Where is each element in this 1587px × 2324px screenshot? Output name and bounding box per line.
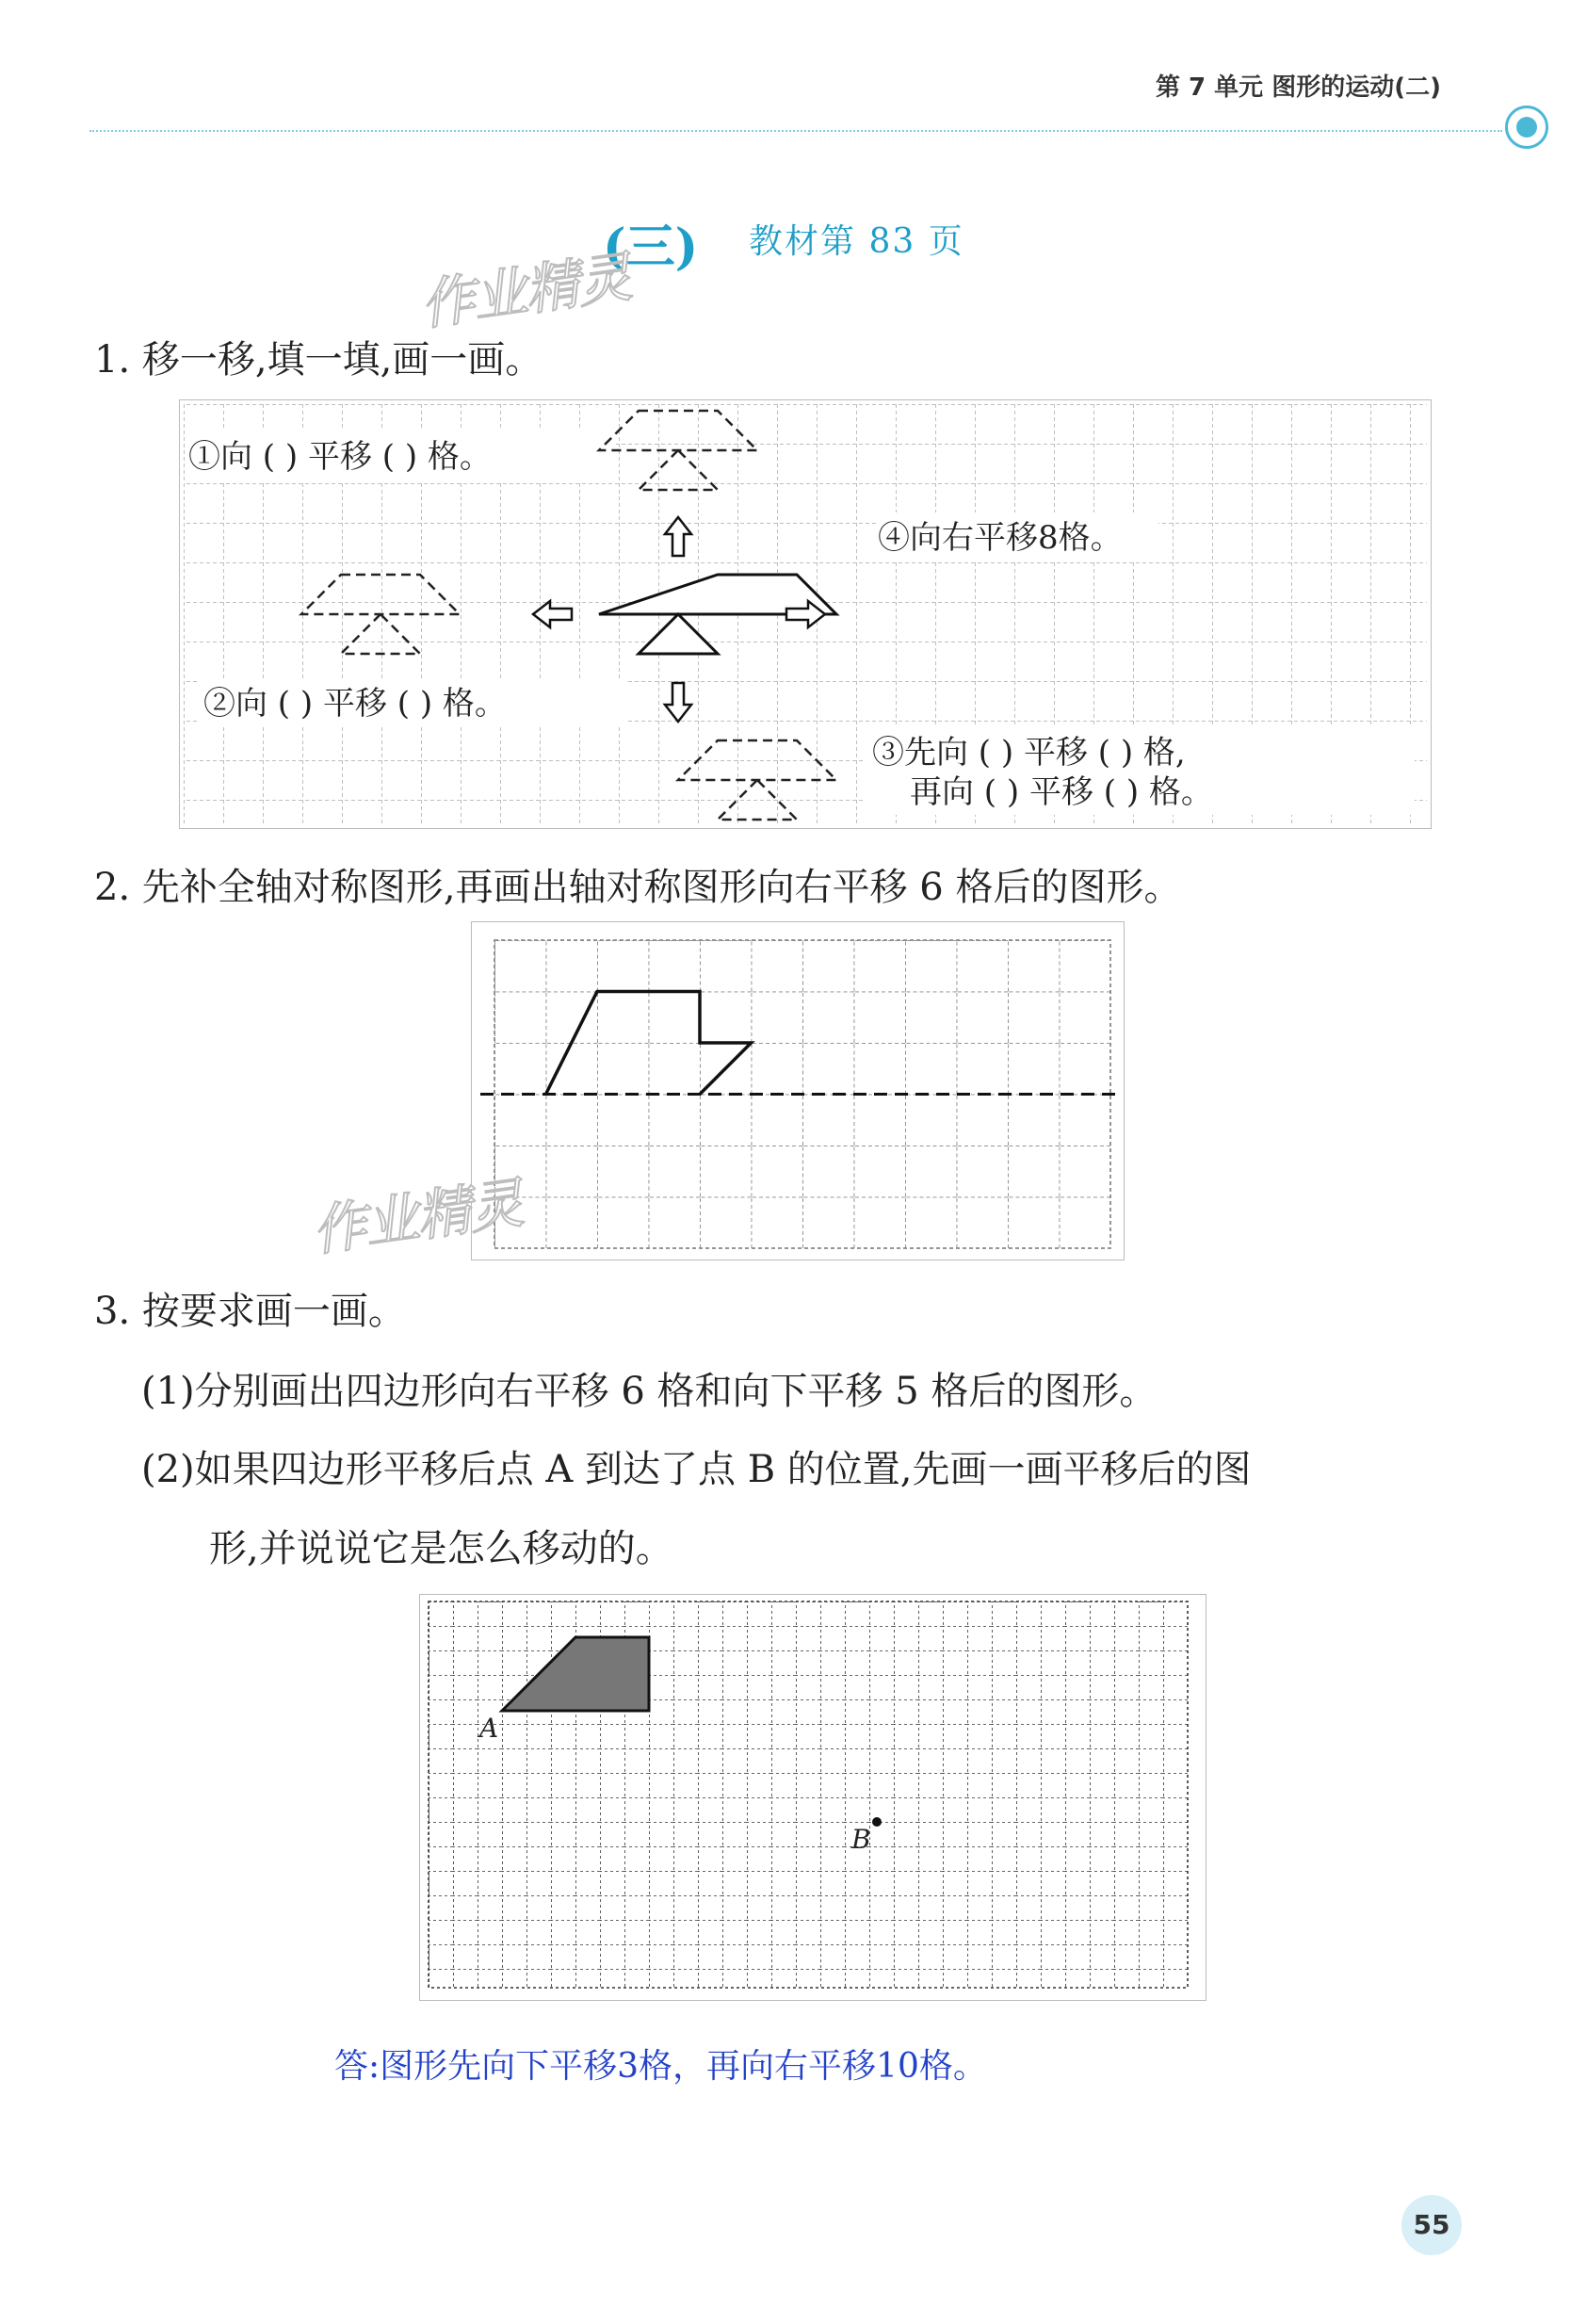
question-3-part-2b: 形,并说说它是怎么移动的。 (209, 1527, 673, 1570)
section-reference: 教材第 83 页 (749, 222, 964, 261)
watermark-middle: 作业精灵 (308, 1170, 526, 1264)
label-3a: ③先向 ( ) 平移 ( ) 格, (872, 734, 1186, 772)
section-number: (三) (603, 219, 699, 276)
watermark-top: 作业精灵 (416, 244, 635, 338)
q3-grid-figure (419, 1594, 1206, 2001)
label-4: ④向右平移8格。 (878, 519, 1123, 557)
question-1: 1. 移一移,填一填,画一画。 (94, 338, 543, 382)
unit-title: 第 7 单元 图形的运动(二) (1155, 73, 1441, 102)
header-divider (89, 130, 1502, 132)
question-3: 3. 按要求画一画。 (94, 1290, 406, 1333)
point-b-label: B (851, 1824, 871, 1855)
label-1: ①向 ( ) 平移 ( ) 格。 (188, 438, 492, 476)
question-3-part-1: (1)分别画出四边形向右平移 6 格和向下平移 5 格后的图形。 (141, 1370, 1158, 1413)
point-a-label: A (479, 1713, 499, 1744)
answer-text: 答:图形先向下平移3格，再向右平移10格。 (334, 2047, 987, 2086)
page-number: 55 (1401, 2195, 1462, 2255)
header-circle-icon (1505, 106, 1548, 149)
label-2: ②向 ( ) 平移 ( ) 格。 (203, 685, 507, 723)
label-3b: 再向 ( ) 平移 ( ) 格。 (910, 773, 1213, 811)
q1-grid-figure (179, 399, 1432, 829)
q2-grid-figure (471, 921, 1125, 1260)
point-b-dot (872, 1817, 882, 1827)
question-2: 2. 先补全轴对称图形,再画出轴对称图形向右平移 6 格后的图形。 (94, 866, 1182, 909)
question-3-part-2a: (2)如果四边形平移后点 A 到达了点 B 的位置,先画一画平移后的图 (141, 1448, 1252, 1491)
